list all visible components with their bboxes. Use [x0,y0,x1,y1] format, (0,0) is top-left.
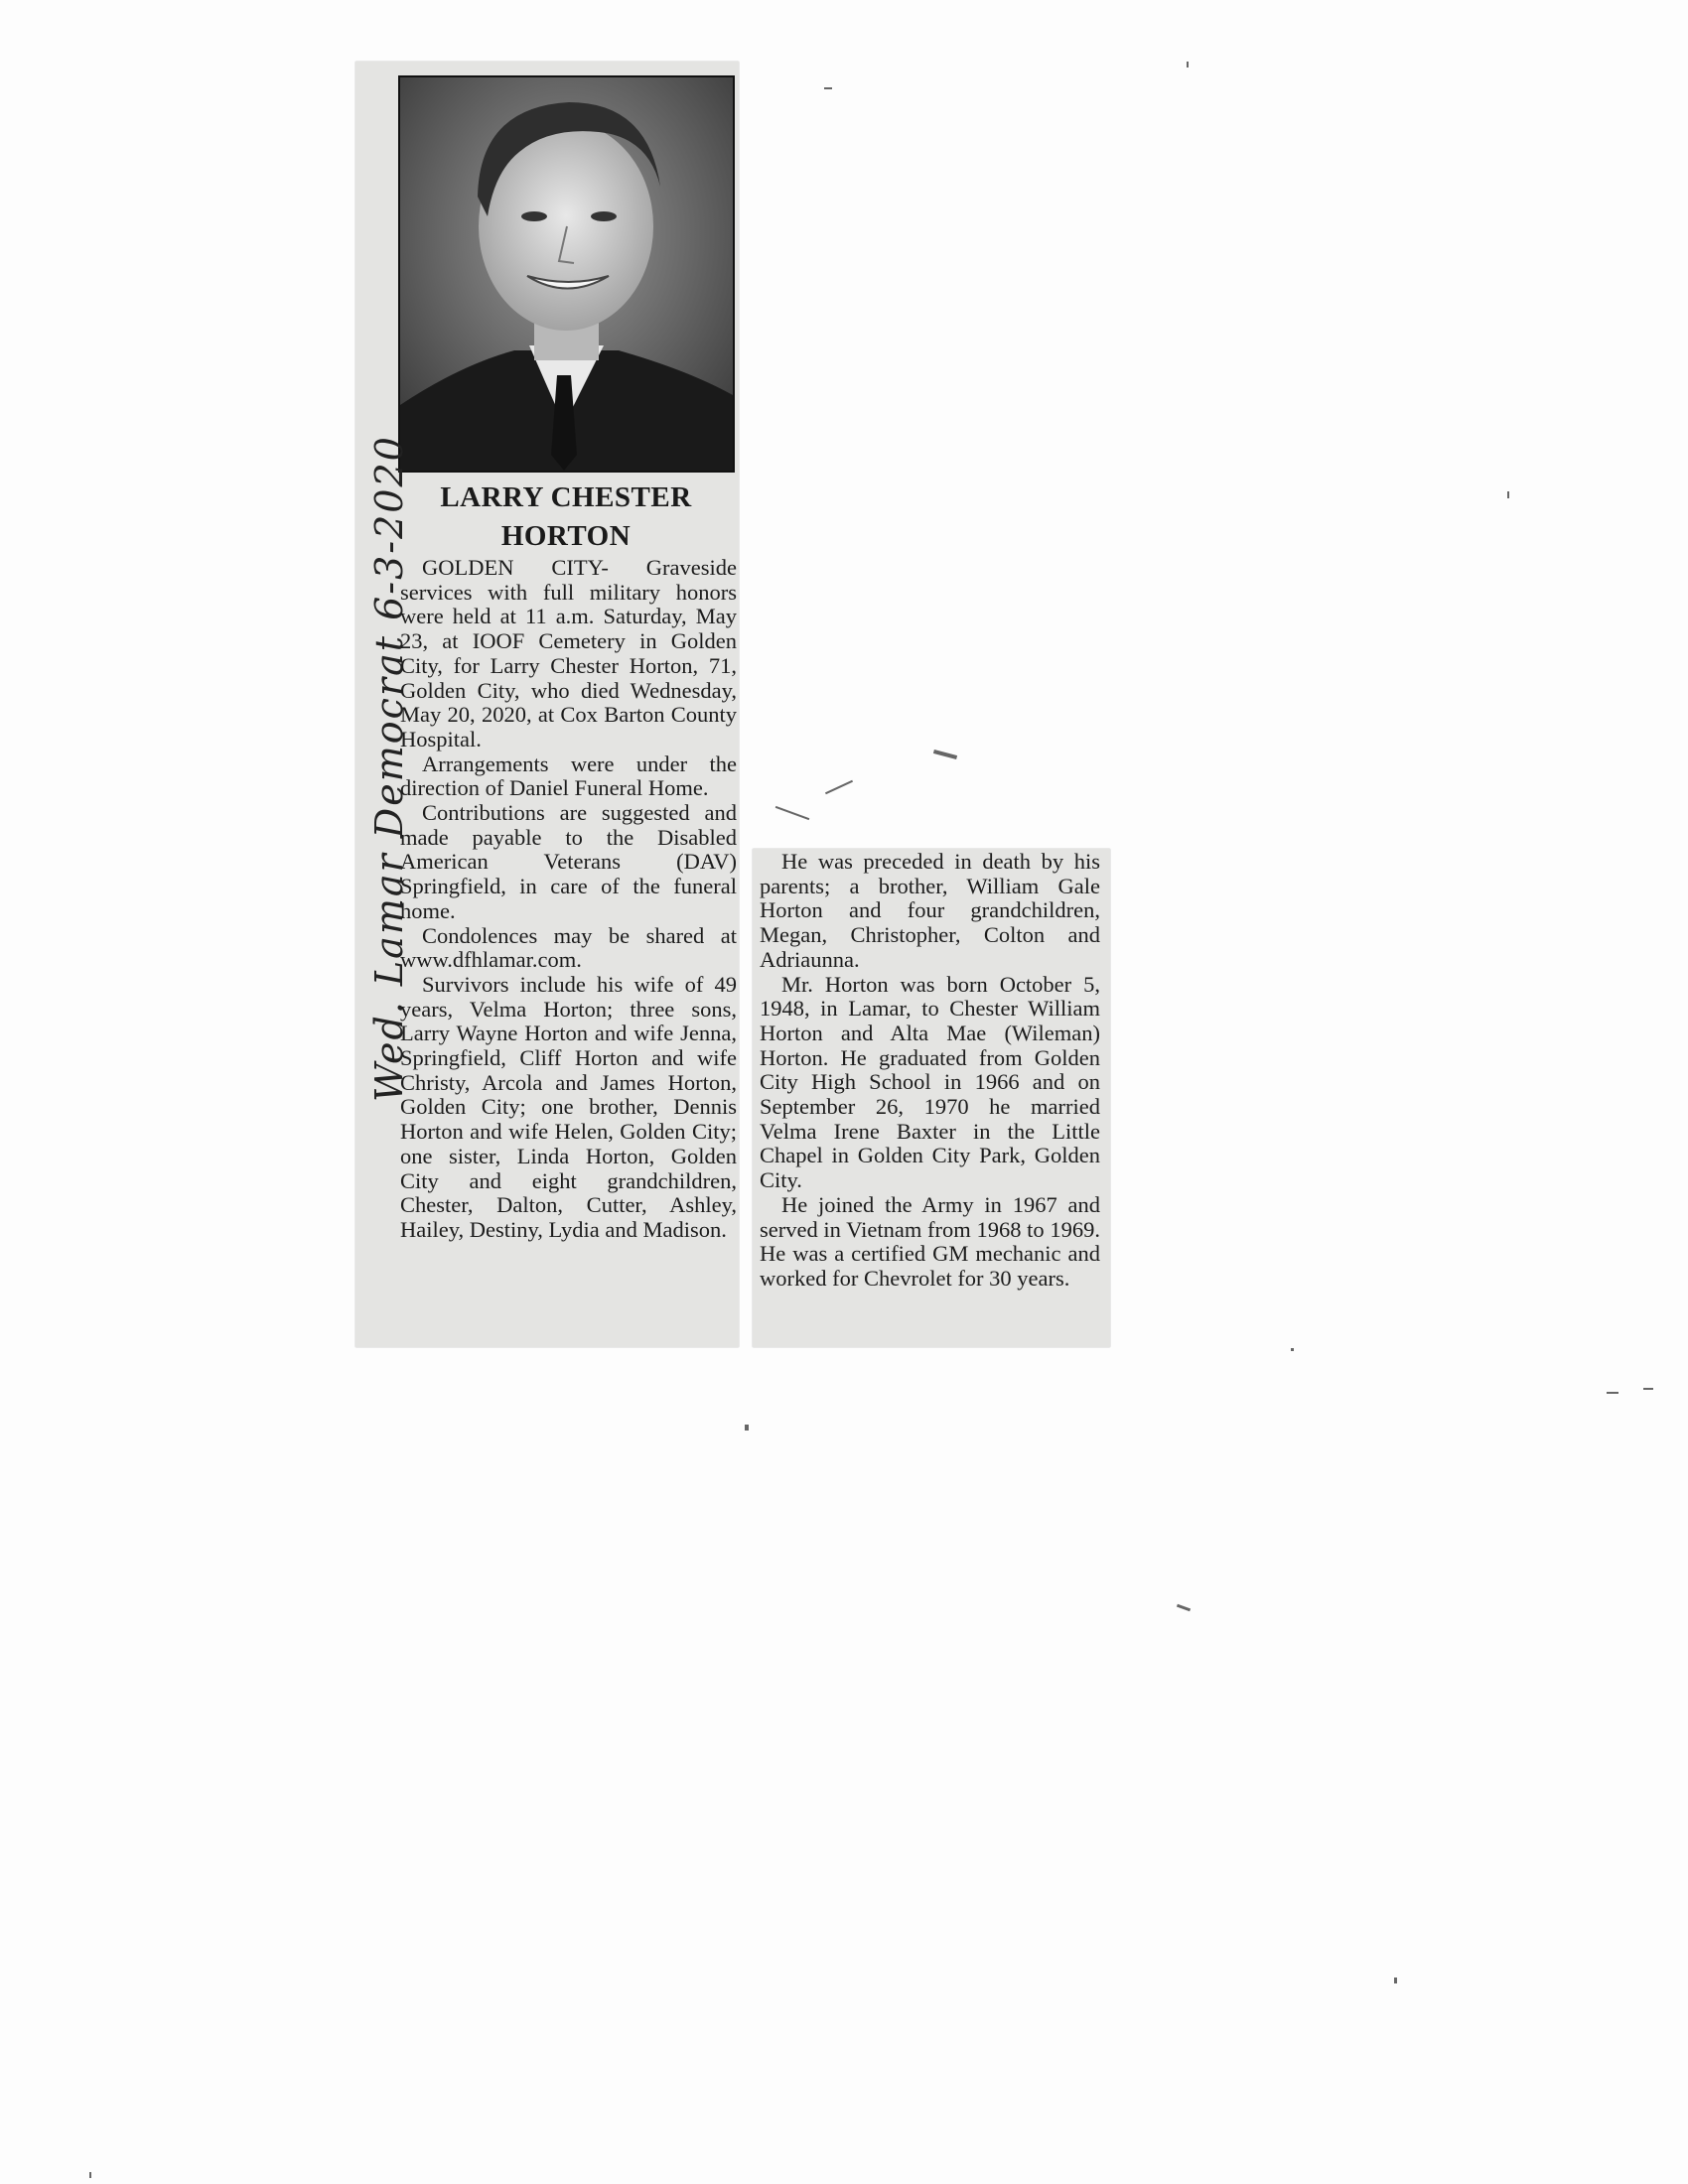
obituary-paragraph: GOLDEN CITY- Graveside services with full military honors were held at 11 a.m. Saturday, May 23, at IOOF Cemetery in Golden City, for Larry Chester Horton, 71, Golden City, who died Wednesday, May 20, 2020, at Cox Barton County Hospital. [400,555,737,751]
handwritten-source-note: Wed. Lamar Democrat 6-3-2020 [367,435,411,1102]
scan-speck [1607,1392,1618,1394]
scan-speck [1177,1604,1191,1612]
obituary-name-line1: LARRY CHESTER [440,481,692,513]
obituary-paragraph: Arrangements were under the direction of Daniel Funeral Home. [400,751,737,801]
obituary-name-line2: HORTON [500,520,632,552]
obituary-paragraph: He was preceded in death by his parents; a brother, William Gale Horton and four grandchildren, Megan, Christopher, Colton and Adriaunna. [760,849,1100,972]
obituary-paragraph: Contributions are suggested and made payable to the Disabled American Veterans (DAV) Springfield, in care of the funeral home. [400,800,737,923]
portrait-photo [398,75,735,473]
scan-speck [933,750,957,759]
scan-speck [745,1425,749,1431]
scan-speck [1291,1348,1294,1351]
portrait-illustration [400,77,733,471]
obituary-paragraph: Condolences may be shared at www.dfhlamar.com. [400,922,737,973]
scan-speck [1507,491,1509,498]
obituary-paragraph: Mr. Horton was born October 5, 1948, in Lamar, to Chester William Horton and Alta Mae (Wileman) Horton. He graduated from Golden City High School in 1966 and on September 26, 1970 he married Velma Irene Baxter in the Little Chapel in Golden City Park, Golden City. [760,971,1100,1193]
obituary-column-2 [760,850,1100,1292]
scan-speck [1187,62,1189,68]
obituary-paragraph: Survivors include his wife of 49 years, Velma Horton; three sons, Larry Wayne Horton and wife Jenna, Springfield, Cliff Horton and wife Christy, Arcola and James Horton, Golden City; one brother, Dennis Horton and wife Helen, Golden City; one sister, Linda Horton, Golden City and eight grandchildren, Chester, Dalton, Cutter, Ashley, Hailey, Destiny, Lydia and Madison. [400,971,737,1242]
scan-speck [1643,1388,1653,1390]
scan-speck [825,780,853,794]
obituary-column-1 [400,556,737,1243]
scan-speck [1394,1978,1397,1983]
obituary-paragraph: He joined the Army in 1967 and served in Vietnam from 1968 to 1969. He was a certified GM mechanic and worked for Chevrolet for 30 years. [760,1191,1100,1291]
scan-speck [89,2172,91,2178]
scan-speck [775,806,810,820]
scan-speck [824,87,832,89]
